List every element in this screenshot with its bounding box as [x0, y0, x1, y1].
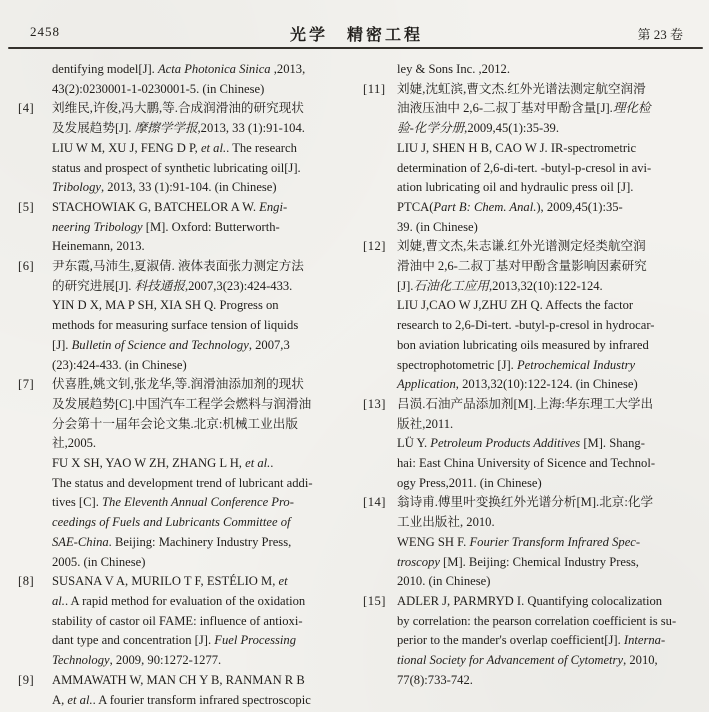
- reference-number: [8]: [18, 574, 35, 589]
- reference-line: methods for measuring surface tension of liquids: [52, 318, 299, 333]
- reference-line: 油液压油中 2,6-二叔丁基对甲酚含量[J].理化检: [397, 101, 651, 116]
- reference-line: 尹东霞,马沛生,夏淑倩. 液体表面张力测定方法: [52, 259, 304, 274]
- journal-title: 光学 精密工程: [289, 27, 424, 44]
- reference-line: ADLER J, PARMRYD I. Quantifying colocalization: [397, 593, 663, 608]
- reference-line: Heinemann, 2013.: [52, 239, 145, 254]
- reference-line: LIU J, SHEN H B, CAO W J. IR-spectrometric: [397, 140, 637, 155]
- reference-line: 滑油中 2,6-二叔丁基对甲酚含量影响因素研究: [397, 259, 647, 274]
- reference-line: SAE-China. Beijing: Machinery Industry Press,: [52, 534, 292, 549]
- reference-line: neering Tribology [M]. Oxford: Butterworth-: [52, 219, 280, 234]
- reference-text: [52, 198, 355, 257]
- references-section: [18, 60, 700, 712]
- reference-line: tional Society for Advancement of Cytometry, 2010,: [397, 653, 658, 668]
- reference-text: [397, 80, 700, 238]
- reference-line: 刘婕,曹文杰,朱志谦.红外光谱测定烃类航空润: [397, 239, 646, 254]
- reference-line: 2005. (in Chinese): [52, 554, 146, 569]
- reference-line: 吕涢.石油产品添加剂[M].上海:华东理工大学出: [397, 396, 654, 411]
- reference-line: research to 2,6-Di-tert. -butyl-p-cresol in hydrocar-: [397, 318, 655, 333]
- reference-item: [18, 375, 355, 572]
- reference-line: al.. A rapid method for evaluation of the oxidation: [52, 593, 306, 608]
- reference-item: [18, 99, 355, 198]
- reference-line: 39. (in Chinese): [397, 219, 478, 234]
- reference-item: [363, 592, 700, 691]
- reference-line: LÜ Y. Petroleum Products Additives [M]. Shang-: [397, 436, 645, 451]
- reference-item: [363, 395, 700, 494]
- reference-item: [363, 237, 700, 395]
- reference-line: dentifying model[J]. Acta Photonica Sinica ,2013,: [52, 62, 306, 76]
- reference-line: 伏喜胜,姚文钊,张龙华,等.润滑油添加剂的现状: [52, 377, 304, 392]
- reference-line: determination of 2,6-di-tert. -butyl-p-cresol in avi-: [397, 160, 652, 175]
- reference-number: [11]: [363, 81, 386, 96]
- reference-number: [7]: [18, 377, 35, 392]
- reference-line: 刘维民,许俊,冯大鹏,等.合成润滑油的研究现状: [52, 101, 304, 116]
- reference-line: 工业出版社, 2010.: [397, 515, 495, 530]
- reference-number: [13]: [363, 396, 386, 411]
- reference-line: 社,2005.: [52, 436, 97, 451]
- reference-item: [18, 572, 355, 671]
- reference-item: [18, 671, 355, 710]
- reference-text: [397, 237, 700, 395]
- reference-line: [J]. Bulletin of Science and Technology, 2007,3: [52, 337, 290, 352]
- reference-line: [J].石油化工应用,2013,32(10):122-124.: [397, 278, 603, 293]
- reference-line: 刘婕,沈虹滨,曹文杰.红外光谱法测定航空润滑: [397, 81, 646, 96]
- reference-line: ley & Sons Inc. ,2012.: [397, 62, 510, 76]
- reference-line: status and prospect of synthetic lubricating oil[J].: [52, 160, 301, 175]
- reference-item: [363, 60, 700, 80]
- reference-line: 分会第十一届年会论文集.北京:机械工业出版: [52, 416, 298, 431]
- reference-text: [52, 257, 355, 375]
- reference-line: STACHOWIAK G, BATCHELOR A W. Engi-: [52, 199, 288, 214]
- reference-line: LIU W M, XU J, FENG D P, et al.. The research: [52, 140, 297, 155]
- reference-line: ceedings of Fuels and Lubricants Committee of: [52, 515, 291, 530]
- reference-line: PTCA(Part B: Chem. Anal.), 2009,45(1):35-: [397, 199, 623, 214]
- reference-line: 验-化学分册,2009,45(1):35-39.: [397, 121, 559, 136]
- reference-text: [397, 592, 700, 691]
- left-column: [18, 60, 355, 712]
- reference-number: [15]: [363, 593, 386, 608]
- reference-line: stability of castor oil FAME: influence of antioxi-: [52, 613, 303, 628]
- reference-line: perior to the mander's overlap coefficient[J]. Interna-: [397, 633, 666, 648]
- reference-item: [18, 257, 355, 375]
- reference-number: [14]: [363, 495, 386, 510]
- reference-line: 版社,2011.: [397, 416, 454, 431]
- reference-line: (23):424-433. (in Chinese): [52, 357, 187, 372]
- reference-line: bon aviation lubricating oils measured by infrared: [397, 337, 649, 352]
- reference-line: 77(8):733-742.: [397, 672, 473, 687]
- reference-number: [4]: [18, 101, 35, 116]
- reference-line: by correlation: the pearson correlation coefficient is su-: [397, 613, 677, 628]
- reference-text: [52, 375, 355, 572]
- reference-line: AMMAWATH W, MAN CH Y B, RANMAN R B: [52, 672, 305, 687]
- reference-text: [52, 671, 355, 710]
- reference-line: Technology, 2009, 90:1272-1277.: [52, 653, 222, 668]
- reference-line: 的研究进展[J]. 科技通报,2007,3(23):424-433.: [52, 278, 293, 293]
- reference-line: troscopy [M]. Beijing: Chemical Industry Press,: [397, 554, 639, 569]
- reference-text: [397, 395, 700, 494]
- reference-item: [363, 80, 700, 238]
- reference-line: 43(2):0230001-1-0230001-5. (in Chinese): [52, 81, 265, 96]
- reference-text: [52, 572, 355, 671]
- page-number: 2458: [30, 24, 60, 39]
- reference-line: A, et al.. A fourier transform infrared spectroscopic: [52, 692, 311, 707]
- reference-text: [52, 60, 355, 99]
- reference-text: [397, 493, 700, 592]
- reference-text: [397, 60, 700, 80]
- reference-line: The status and development trend of lubricant addi-: [52, 475, 313, 490]
- reference-item: [18, 60, 355, 99]
- reference-line: SUSANA V A, MURILO T F, ESTÉLIO M, et: [52, 574, 288, 589]
- volume-label: 第 23 卷: [637, 27, 683, 42]
- reference-number: [12]: [363, 239, 386, 254]
- reference-item: [363, 493, 700, 592]
- reference-line: LIU J,CAO W J,ZHU ZH Q. Affects the factor: [397, 298, 634, 313]
- reference-line: Application, 2013,32(10):122-124. (in Chinese): [397, 377, 638, 392]
- reference-line: WENG SH F. Fourier Transform Infrared Spec-: [397, 534, 641, 549]
- reference-line: hai: East China University of Sicence and Technol-: [397, 456, 656, 471]
- reference-item: [18, 198, 355, 257]
- reference-line: 及发展趋势[J]. 摩擦学学报,2013, 33 (1):91-104.: [52, 121, 305, 136]
- reference-line: 2010. (in Chinese): [397, 574, 491, 589]
- reference-line: FU X SH, YAO W ZH, ZHANG L H, et al..: [52, 456, 274, 471]
- reference-line: ogy Press,2011. (in Chinese): [397, 475, 542, 490]
- reference-line: 及发展趋势[C].中国汽车工程学会燃料与润滑油: [52, 396, 312, 411]
- reference-line: spectrophotometric [J]. Petrochemical Industry: [397, 357, 636, 372]
- right-column: [363, 60, 700, 712]
- reference-line: ation lubricating oil and hydraulic press oil [J].: [397, 180, 634, 195]
- reference-number: [5]: [18, 199, 35, 214]
- reference-line: YIN D X, MA P SH, XIA SH Q. Progress on: [52, 298, 279, 313]
- reference-number: [6]: [18, 259, 35, 274]
- reference-line: 翁诗甫.傅里叶变换红外光谱分析[M].北京:化学: [397, 495, 654, 510]
- reference-line: tives [C]. The Eleventh Annual Conference Pro-: [52, 495, 294, 510]
- reference-line: Tribology, 2013, 33 (1):91-104. (in Chinese): [52, 180, 277, 195]
- reference-text: [52, 99, 355, 198]
- header-divider: [8, 47, 703, 49]
- page-header: [30, 22, 683, 42]
- reference-line: dant type and concentration [J]. Fuel Processing: [52, 633, 296, 648]
- reference-number: [9]: [18, 672, 35, 687]
